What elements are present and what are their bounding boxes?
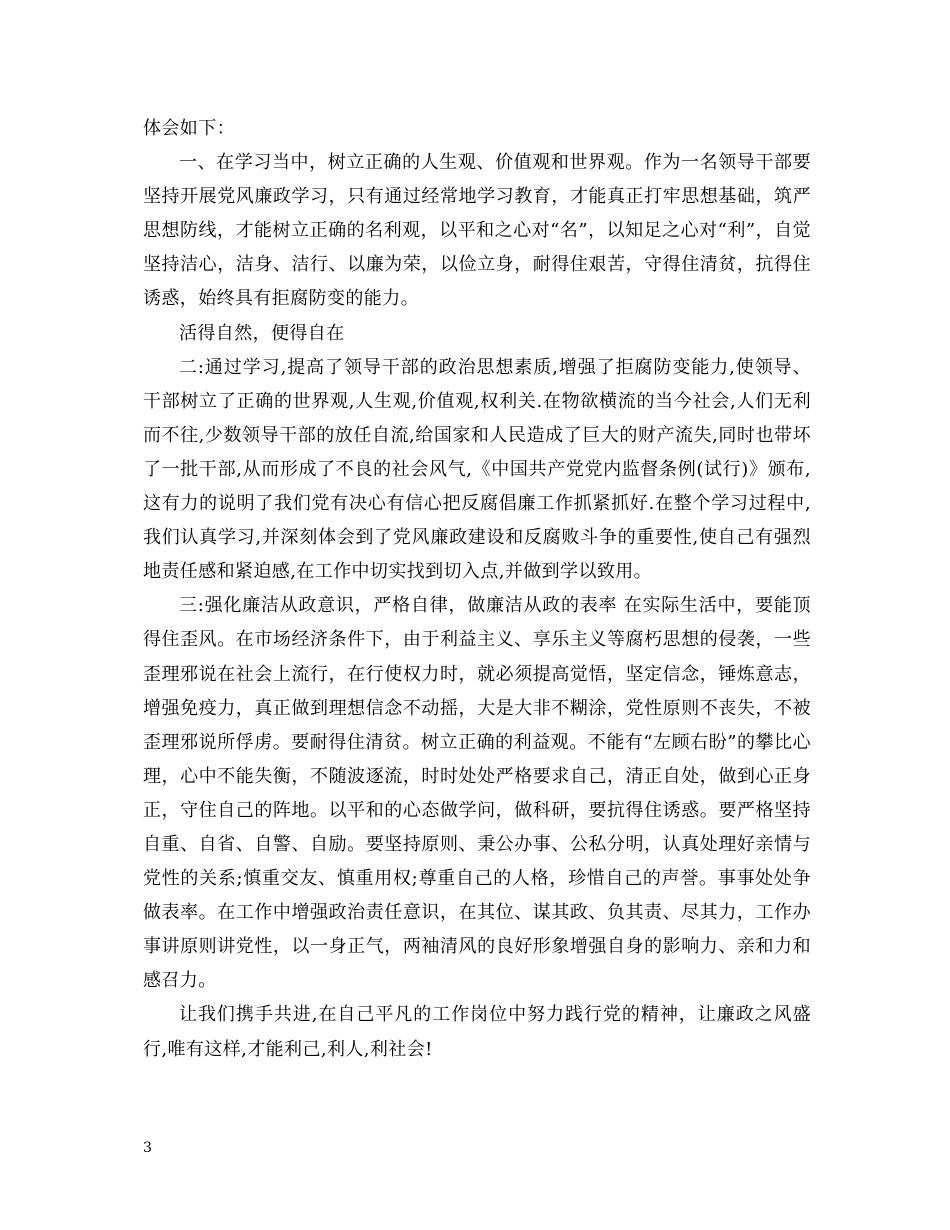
paragraph-point-three: 三:强化廉洁从政意识，严格自律，做廉洁从政的表率 在实际生活中，要能顶得住歪风。在市场经济条件下，由于利益主义、享乐主义等腐朽思想的侵袭，一些歪理邪说在社会上流行，在行使权力时，就必须提高觉悟，坚定信念，锤炼意志，增强免疫力，真正做到理想信念不动摇，大是大非不糊涂，党性原则不丧失，不被歪理邪说所俘虏。要耐得住清贫。树立正确的利益观。不能有“左顾右盼”的攀比心理，心中不能失衡，不随波逐流，时时处处严格要求自己，清正自处，做到心正身正，守住自己的阵地。以平和的心态做学问，做科研，要抗得住诱惑。要严格坚持自重、自省、自警、自励。要坚持原则、秉公办事、公私分明，认真处理好亲情与党性的关系;慎重交友、慎重用权;尊重自己的人格，珍惜自己的声誉。事事处处争做表率。在工作中增强政治责任意识，在其位、谋其政、负其责、尽其力，工作办事讲原则讲党性，以一身正气，两袖清风的良好形象增强自身的影响力、亲和力和感召力。	[143, 595, 811, 992]
page-number: 3	[143, 1140, 152, 1156]
paragraph-point-two: 二:通过学习,提高了领导干部的政治思想素质,增强了拒腐防变能力,使领导、干部树立了正确的世界观,人生观,价值观,权利关.在物欲横流的当今社会,人们无利而不往,少数领导干部的放任自流,给国家和人民造成了巨大的财产流失,同时也带坏了一批干部,从而形成了不良的社会风气,《中国共产党党内监督条例(试行)》颁布,这有力的说明了我们党有决心有信心把反腐倡廉工作抓紧抓好.在整个学习过程中,我们认真学习,并深刻体会到了党风廉政建设和反腐败斗争的重要性,使自己有强烈地责任感和紧迫感,在工作中切实找到切入点,并做到学以致用。	[143, 356, 811, 583]
paragraph-intro: 体会如下：	[143, 118, 235, 139]
paragraph-point-one: 一、在学习当中，树立正确的人生观、价值观和世界观。作为一名领导干部要坚持开展党风廉政学习，只有通过经常地学习教育，才能真正打牢思想基础，筑严思想防线，才能树立正确的名利观，以平和之心对“名”，以知足之心对“利”，自觉坚持洁心，洁身、洁行、以廉为荣，以俭立身，耐得住艰苦，守得住清贫，抗得住诱惑，始终具有拒腐防变的能力。	[143, 152, 811, 310]
paragraph-conclusion: 让我们携手共进,在自己平凡的工作岗位中努力践行党的精神，让廉政之风盛行,唯有这样,才能利己,利人,利社会!	[143, 1004, 811, 1060]
document-body	[143, 112, 811, 1067]
paragraph-motto: 活得自然，便得自在	[179, 322, 345, 344]
